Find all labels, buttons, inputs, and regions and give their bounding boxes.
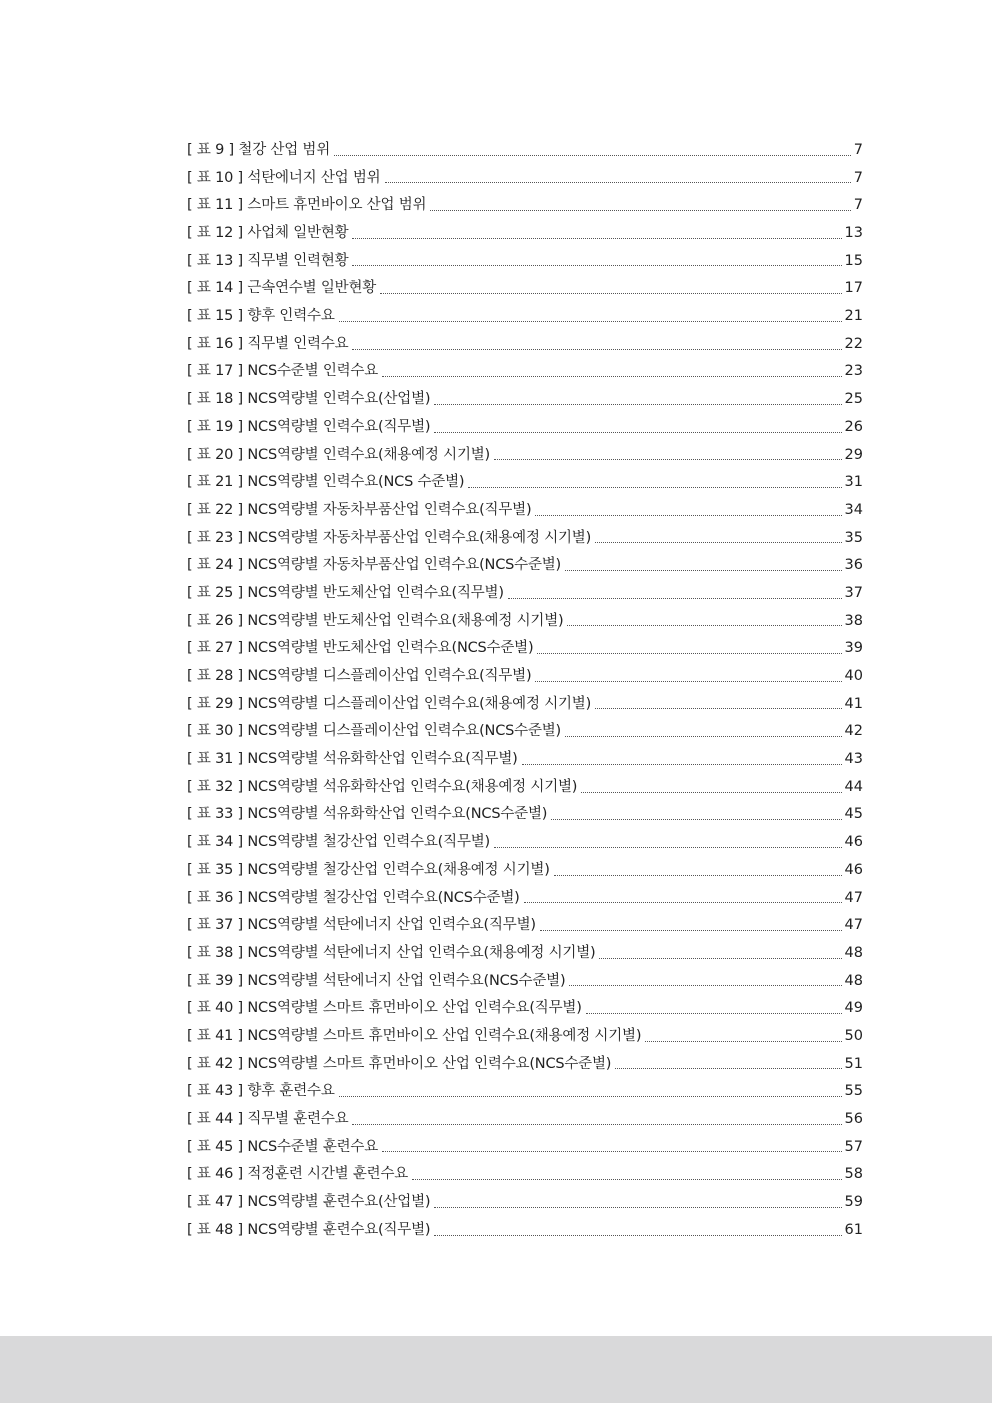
toc-entry-label: [ 표 11 ] 스마트 휴먼바이오 산업 범위 bbox=[187, 197, 427, 214]
toc-entry-page: 7 bbox=[853, 169, 863, 186]
toc-dot-leader bbox=[565, 570, 842, 571]
toc-entry-label: [ 표 9 ] 철강 산업 범위 bbox=[187, 141, 331, 158]
toc-entry[interactable] bbox=[187, 248, 863, 276]
toc-entry[interactable] bbox=[187, 968, 863, 996]
toc-entry-page: 34 bbox=[844, 501, 863, 518]
toc-entry[interactable] bbox=[187, 525, 863, 553]
footer-band bbox=[0, 1336, 992, 1403]
toc-entry-page: 61 bbox=[844, 1221, 863, 1238]
toc-entry-label: [ 표 46 ] 적정훈련 시간별 훈련수요 bbox=[187, 1166, 409, 1183]
toc-entry-label: [ 표 39 ] NCS역량별 석탄에너지 산업 인력수요(NCS수준별) bbox=[187, 972, 566, 989]
toc-entry-label: [ 표 21 ] NCS역량별 인력수요(NCS 수준별) bbox=[187, 474, 465, 491]
toc-entry-page: 13 bbox=[844, 225, 863, 242]
toc-entry-label: [ 표 22 ] NCS역량별 자동차부품산업 인력수요(직무별) bbox=[187, 501, 532, 518]
toc-dot-leader bbox=[554, 875, 842, 876]
toc-dot-leader bbox=[352, 1124, 841, 1125]
toc-entry-page: 31 bbox=[844, 474, 863, 491]
toc-entry-page: 7 bbox=[853, 197, 863, 214]
toc-entry[interactable] bbox=[187, 718, 863, 746]
toc-entry-page: 49 bbox=[844, 1000, 863, 1017]
toc-entry-label: [ 표 45 ] NCS수준별 훈련수요 bbox=[187, 1138, 379, 1155]
toc-dot-leader bbox=[334, 155, 851, 156]
toc-entry-page: 22 bbox=[844, 335, 863, 352]
toc-entry[interactable] bbox=[187, 359, 863, 387]
toc-entry-label: [ 표 28 ] NCS역량별 디스플레이산업 인력수요(직무별) bbox=[187, 668, 532, 685]
toc-entry-page: 47 bbox=[844, 917, 863, 934]
toc-dot-leader bbox=[380, 293, 841, 294]
toc-entry-page: 47 bbox=[844, 889, 863, 906]
toc-dot-leader bbox=[595, 542, 841, 543]
toc-entry-label: [ 표 16 ] 직무별 인력수요 bbox=[187, 335, 349, 352]
toc-entry-label: [ 표 10 ] 석탄에너지 산업 범위 bbox=[187, 169, 381, 186]
toc-entry[interactable] bbox=[187, 303, 863, 331]
toc-entry[interactable] bbox=[187, 580, 863, 608]
toc-entry-page: 23 bbox=[844, 363, 863, 380]
toc-entry-label: [ 표 41 ] NCS역량별 스마트 휴먼바이오 산업 인력수요(채용예정 시기별) bbox=[187, 1027, 642, 1044]
toc-entry-page: 48 bbox=[844, 944, 863, 961]
toc-entry-label: [ 표 37 ] NCS역량별 석탄에너지 산업 인력수요(직무별) bbox=[187, 917, 536, 934]
toc-entry-label: [ 표 15 ] 향후 인력수요 bbox=[187, 308, 335, 325]
toc-entry[interactable] bbox=[187, 1023, 863, 1051]
toc-dot-leader bbox=[352, 238, 841, 239]
toc-dot-leader bbox=[382, 376, 842, 377]
toc-entry-label: [ 표 35 ] NCS역량별 철강산업 인력수요(채용예정 시기별) bbox=[187, 861, 550, 878]
toc-entry-label: [ 표 24 ] NCS역량별 자동차부품산업 인력수요(NCS수준별) bbox=[187, 557, 562, 574]
toc-entry-label: [ 표 42 ] NCS역량별 스마트 휴먼바이오 산업 인력수요(NCS수준별) bbox=[187, 1055, 612, 1072]
toc-dot-leader bbox=[494, 459, 842, 460]
toc-entry-label: [ 표 44 ] 직무별 훈련수요 bbox=[187, 1111, 349, 1128]
toc-dot-leader bbox=[535, 681, 841, 682]
toc-entry-label: [ 표 26 ] NCS역량별 반도체산업 인력수요(채용예정 시기별) bbox=[187, 612, 564, 629]
toc-entry-page: 41 bbox=[844, 695, 863, 712]
toc-entry[interactable] bbox=[187, 940, 863, 968]
toc-dot-leader bbox=[468, 487, 841, 488]
toc-entry[interactable] bbox=[187, 608, 863, 636]
toc-entry[interactable] bbox=[187, 829, 863, 857]
toc-entry-page: 50 bbox=[844, 1027, 863, 1044]
toc-entry-label: [ 표 14 ] 근속연수별 일반현황 bbox=[187, 280, 377, 297]
toc-dot-leader bbox=[434, 404, 841, 405]
toc-dot-leader bbox=[434, 1235, 841, 1236]
toc-entry[interactable] bbox=[187, 137, 863, 165]
toc-entry[interactable] bbox=[187, 192, 863, 220]
toc-entry-page: 17 bbox=[844, 280, 863, 297]
toc-entry-page: 37 bbox=[844, 584, 863, 601]
toc-entry[interactable] bbox=[187, 1106, 863, 1134]
toc-dot-leader bbox=[569, 985, 841, 986]
toc-entry-label: [ 표 27 ] NCS역량별 반도체산업 인력수요(NCS수준별) bbox=[187, 640, 534, 657]
toc-entry-label: [ 표 12 ] 사업체 일반현황 bbox=[187, 225, 349, 242]
table-of-tables bbox=[187, 137, 863, 1245]
toc-dot-leader bbox=[412, 1179, 841, 1180]
toc-dot-leader bbox=[581, 792, 841, 793]
toc-entry-page: 46 bbox=[844, 834, 863, 851]
toc-entry-label: [ 표 30 ] NCS역량별 디스플레이산업 인력수요(NCS수준별) bbox=[187, 723, 562, 740]
toc-entry[interactable] bbox=[187, 635, 863, 663]
toc-entry[interactable] bbox=[187, 746, 863, 774]
toc-dot-leader bbox=[434, 432, 841, 433]
toc-entry[interactable] bbox=[187, 1134, 863, 1162]
toc-entry-page: 38 bbox=[844, 612, 863, 629]
toc-entry-page: 45 bbox=[844, 806, 863, 823]
toc-entry-label: [ 표 33 ] NCS역량별 석유화학산업 인력수요(NCS수준별) bbox=[187, 806, 548, 823]
toc-entry-page: 57 bbox=[844, 1138, 863, 1155]
toc-entry-page: 26 bbox=[844, 418, 863, 435]
toc-entry-label: [ 표 40 ] NCS역량별 스마트 휴먼바이오 산업 인력수요(직무별) bbox=[187, 1000, 582, 1017]
toc-entry-page: 21 bbox=[844, 308, 863, 325]
toc-dot-leader bbox=[524, 902, 842, 903]
toc-dot-leader bbox=[565, 736, 842, 737]
toc-entry[interactable] bbox=[187, 1161, 863, 1189]
toc-entry-page: 39 bbox=[844, 640, 863, 657]
toc-entry-page: 44 bbox=[844, 778, 863, 795]
toc-dot-leader bbox=[430, 210, 850, 211]
toc-entry[interactable] bbox=[187, 497, 863, 525]
toc-entry[interactable] bbox=[187, 774, 863, 802]
toc-entry[interactable] bbox=[187, 414, 863, 442]
toc-dot-leader bbox=[567, 625, 841, 626]
toc-dot-leader bbox=[339, 321, 842, 322]
toc-dot-leader bbox=[382, 1151, 842, 1152]
toc-entry-label: [ 표 20 ] NCS역량별 인력수요(채용예정 시기별) bbox=[187, 446, 491, 463]
toc-entry-label: [ 표 19 ] NCS역량별 인력수요(직무별) bbox=[187, 418, 431, 435]
toc-entry[interactable] bbox=[187, 912, 863, 940]
toc-entry-page: 7 bbox=[853, 141, 863, 158]
toc-entry-label: [ 표 36 ] NCS역량별 철강산업 인력수요(NCS수준별) bbox=[187, 889, 520, 906]
toc-entry[interactable] bbox=[187, 885, 863, 913]
toc-entry[interactable] bbox=[187, 442, 863, 470]
toc-dot-leader bbox=[434, 1207, 841, 1208]
toc-dot-leader bbox=[339, 1096, 842, 1097]
toc-entry[interactable] bbox=[187, 1051, 863, 1079]
toc-entry[interactable] bbox=[187, 386, 863, 414]
toc-entry-label: [ 표 31 ] NCS역량별 석유화학산업 인력수요(직무별) bbox=[187, 751, 518, 768]
toc-entry-label: [ 표 18 ] NCS역량별 인력수요(산업별) bbox=[187, 391, 431, 408]
toc-dot-leader bbox=[535, 515, 841, 516]
toc-entry-label: [ 표 17 ] NCS수준별 인력수요 bbox=[187, 363, 379, 380]
toc-entry[interactable] bbox=[187, 275, 863, 303]
toc-entry-page: 29 bbox=[844, 446, 863, 463]
toc-dot-leader bbox=[595, 708, 841, 709]
toc-entry-label: [ 표 29 ] NCS역량별 디스플레이산업 인력수요(채용예정 시기별) bbox=[187, 695, 592, 712]
toc-dot-leader bbox=[508, 598, 842, 599]
toc-entry-page: 46 bbox=[844, 861, 863, 878]
toc-entry-label: [ 표 38 ] NCS역량별 석탄에너지 산업 인력수요(채용예정 시기별) bbox=[187, 944, 596, 961]
toc-dot-leader bbox=[540, 930, 842, 931]
toc-entry[interactable] bbox=[187, 552, 863, 580]
toc-entry-page: 42 bbox=[844, 723, 863, 740]
toc-entry[interactable] bbox=[187, 663, 863, 691]
toc-entry[interactable] bbox=[187, 1078, 863, 1106]
toc-dot-leader bbox=[494, 847, 842, 848]
toc-dot-leader bbox=[522, 764, 842, 765]
toc-entry-page: 55 bbox=[844, 1083, 863, 1100]
toc-entry-page: 35 bbox=[844, 529, 863, 546]
toc-dot-leader bbox=[385, 182, 851, 183]
toc-dot-leader bbox=[537, 653, 841, 654]
toc-entry-label: [ 표 48 ] NCS역량별 훈련수요(직무별) bbox=[187, 1221, 431, 1238]
toc-entry[interactable] bbox=[187, 995, 863, 1023]
toc-entry-page: 58 bbox=[844, 1166, 863, 1183]
toc-entry-page: 59 bbox=[844, 1194, 863, 1211]
toc-entry-page: 15 bbox=[844, 252, 863, 269]
toc-dot-leader bbox=[551, 819, 841, 820]
toc-entry[interactable] bbox=[187, 1189, 863, 1217]
toc-entry[interactable] bbox=[187, 691, 863, 719]
toc-entry-label: [ 표 23 ] NCS역량별 자동차부품산업 인력수요(채용예정 시기별) bbox=[187, 529, 592, 546]
toc-entry[interactable] bbox=[187, 857, 863, 885]
toc-entry[interactable] bbox=[187, 802, 863, 830]
toc-entry[interactable] bbox=[187, 1217, 863, 1245]
toc-entry-page: 56 bbox=[844, 1111, 863, 1128]
toc-entry[interactable] bbox=[187, 469, 863, 497]
toc-dot-leader bbox=[352, 349, 841, 350]
toc-entry-label: [ 표 43 ] 향후 훈련수요 bbox=[187, 1083, 335, 1100]
toc-entry-page: 36 bbox=[844, 557, 863, 574]
toc-entry-label: [ 표 47 ] NCS역량별 훈련수요(산업별) bbox=[187, 1194, 431, 1211]
toc-entry-page: 25 bbox=[844, 391, 863, 408]
toc-dot-leader bbox=[645, 1041, 841, 1042]
toc-dot-leader bbox=[599, 958, 841, 959]
toc-entry[interactable] bbox=[187, 220, 863, 248]
toc-dot-leader bbox=[352, 265, 841, 266]
toc-entry-page: 40 bbox=[844, 668, 863, 685]
toc-entry-label: [ 표 25 ] NCS역량별 반도체산업 인력수요(직무별) bbox=[187, 584, 504, 601]
toc-dot-leader bbox=[615, 1068, 841, 1069]
toc-entry[interactable] bbox=[187, 165, 863, 193]
toc-dot-leader bbox=[586, 1013, 842, 1014]
toc-entry-page: 51 bbox=[844, 1055, 863, 1072]
toc-entry-label: [ 표 13 ] 직무별 인력현황 bbox=[187, 252, 349, 269]
toc-entry-page: 48 bbox=[844, 972, 863, 989]
toc-entry-label: [ 표 32 ] NCS역량별 석유화학산업 인력수요(채용예정 시기별) bbox=[187, 778, 578, 795]
toc-entry-label: [ 표 34 ] NCS역량별 철강산업 인력수요(직무별) bbox=[187, 834, 491, 851]
toc-entry-page: 43 bbox=[844, 751, 863, 768]
toc-entry[interactable] bbox=[187, 331, 863, 359]
